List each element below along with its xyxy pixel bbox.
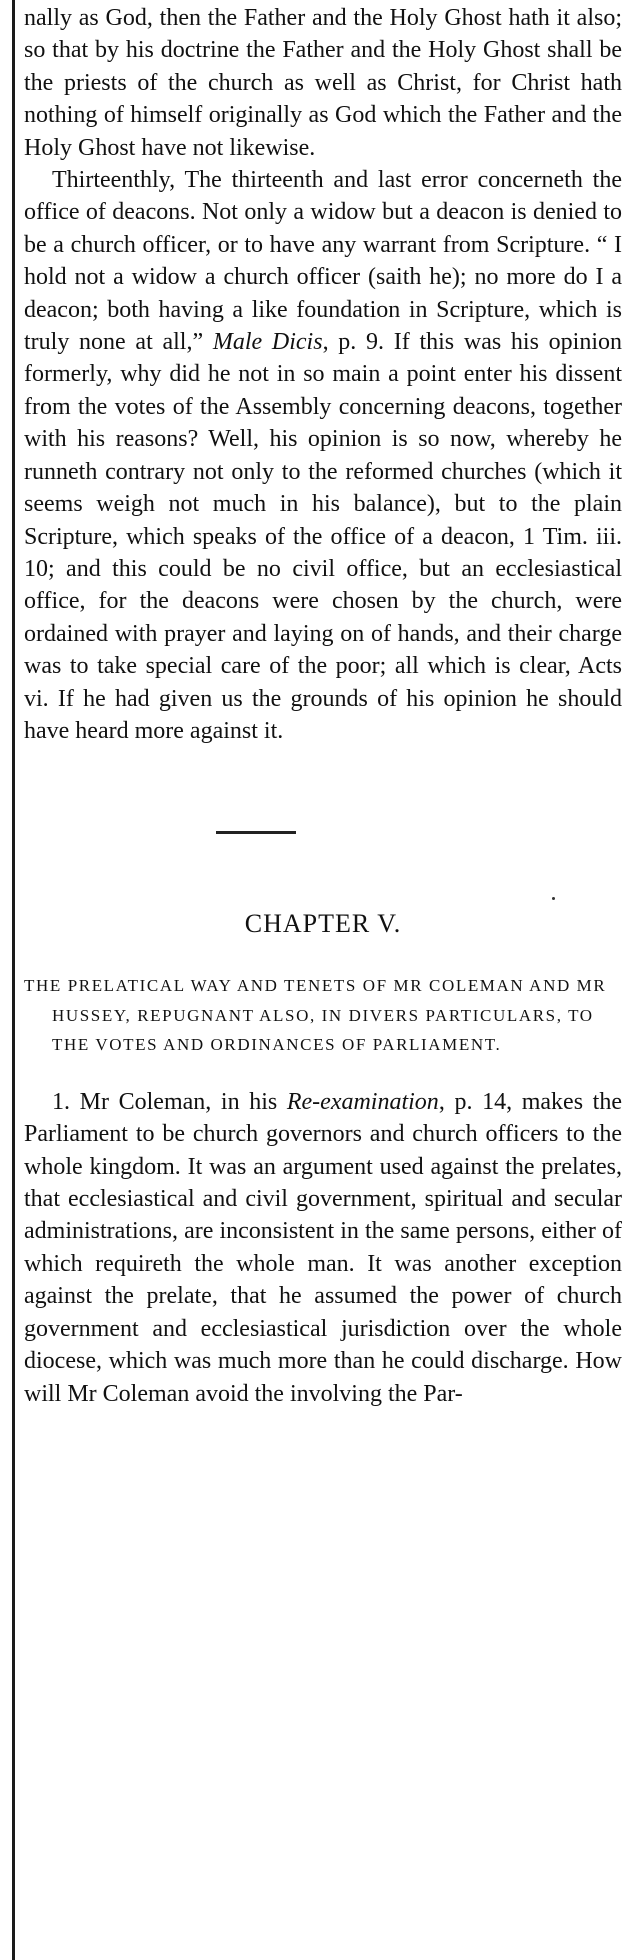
paragraph-thirteenthly [24,164,622,747]
left-margin-rule [12,0,15,1960]
paragraph-continuation: nally as God, then the Father and the Holy Ghost hath it also; so that by his doctrine the Father and the Holy Ghost shall be the priests of the church as well as Christ, for Christ hath nothing of himself originally as God which the Father and the Holy Ghost have not likewise. [24,5,622,161]
section-divider-area [24,747,622,897]
section-divider [216,831,296,834]
paragraph-thirteenthly-text-1: Thirteenthly, The thirteenth and last error concerneth the office of deacons. Not only a widow but a deacon is denied to be a church officer, or to have any warrant from Scripture. “ I hold not a widow a church officer (saith he); no more do I a deacon; both having a like foundation in Scripture, which is truly none at all,” [24,167,622,356]
work-title-re-examination: Re-examination [286,1088,439,1115]
paragraph-coleman-text-2: , p. 14, makes the Parliament to be church governors and church officers to the whole kingdom. It was an argument used against the prelates, that ecclesiastical and civil government, spiritual and secular administrations, are inconsistent in the same persons, either of which requireth the whole man. It was another exception against the prelate, that he assumed the power of church government and ecclesiastical jurisdiction over the whole diocese, which was much more than he could discharge. How will Mr Coleman avoid the involving the Par- [24,1088,623,1407]
paragraph-coleman [24,1086,622,1410]
chapter-subtitle: THE PRELATICAL WAY AND TENETS OF MR COLEMAN AND MR HUSSEY, REPUGNANT ALSO, IN DIVERS PARTICULARS, TO THE VOTES AND ORDINANCES OF PARLIAMENT. [24,976,607,1055]
text-column [24,0,622,1410]
chapter-title: CHAPTER V. [244,909,402,939]
paragraph-coleman-text-1: 1. Mr Coleman, in his [52,1088,278,1115]
paragraph-thirteenthly-text-2: , p. 9. If this was his opinion formerly, why did he not in so main a point enter his dissent from the votes of the Assembly concerning deacons, together with his reasons? Well, his opinion is so now, whereby he runneth contrary not only to the reformed churches (which it seems weigh not much in his balance), but to the plain Scripture, which speaks of the office of a deacon, 1 Tim. iii. 10; and this could be no civil office, but an ecclesiastical office, for the deacons were chosen by the church, were ordained with prayer and laying on of hands, and their charge was to take special care of the poor; all which is clear, Acts vi. If he had given us the grounds of his opinion he should have heard more against it. [24,329,622,744]
work-title-male-dicis: Male Dicis [212,329,323,356]
